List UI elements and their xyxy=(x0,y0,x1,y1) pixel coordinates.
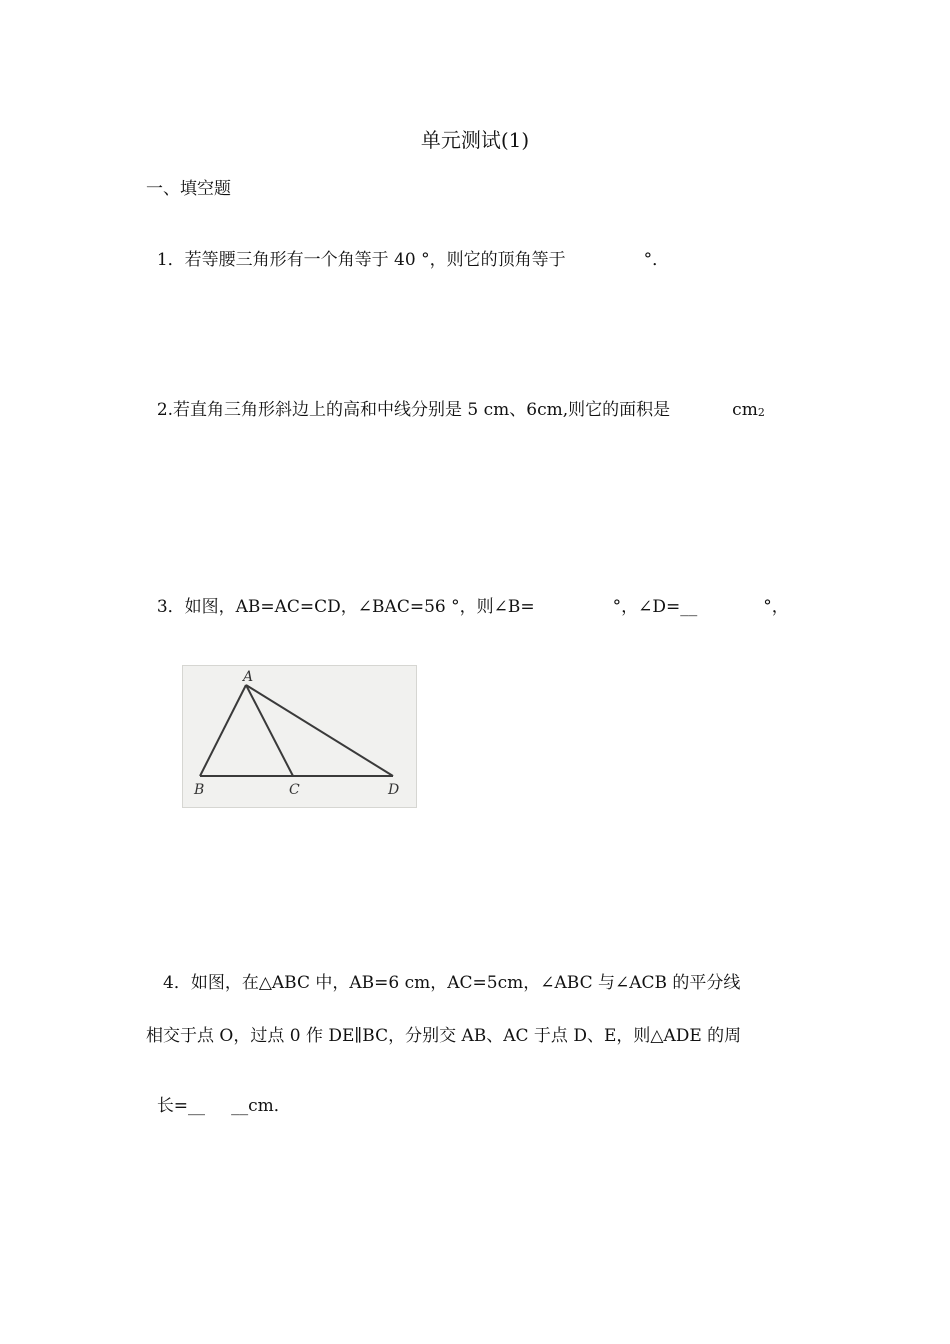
question-2-unit: cm xyxy=(732,400,758,420)
label-d: D xyxy=(388,782,400,798)
segment-ad xyxy=(246,685,393,776)
question-3-text: 3．如图，AB=AC=CD，∠BAC=56 °，则∠B= xyxy=(156,597,535,617)
question-1 xyxy=(146,227,669,271)
segment-ab xyxy=(200,685,246,776)
label-c: C xyxy=(289,782,300,798)
label-a: A xyxy=(243,669,254,685)
triangle-diagram xyxy=(183,666,416,807)
question-4-line-2: 相交于点 O，过点 0 作 DE∥BC，分别交 AB、AC 于点 D、E，则△ADE 的周 xyxy=(146,1026,742,1046)
label-b: B xyxy=(194,782,205,798)
question-4-line-3-end: __cm． xyxy=(231,1096,291,1116)
question-4-line-3 xyxy=(146,1073,291,1117)
question-3 xyxy=(146,574,789,618)
triangle-figure xyxy=(182,665,417,808)
question-3-end: °， xyxy=(763,597,789,617)
question-2-unit-exponent: 2 xyxy=(757,406,765,419)
question-4-line-1: 4．如图，在△ABC 中，AB=6 cm，AC=5cm，∠ABC 与∠ACB 的平分线 xyxy=(163,973,741,993)
question-1-end: °． xyxy=(643,250,670,270)
question-2-text: 2.若直角三角形斜边上的高和中线分别是 5 cm、6cm,则它的面积是 xyxy=(156,400,671,420)
question-3-mid: °，∠D=__ xyxy=(612,597,698,617)
question-2 xyxy=(146,377,765,424)
question-1-text: 1．若等腰三角形有一个角等于 40 °，则它的顶角等于 xyxy=(156,250,566,270)
section-heading: 一、填空题 xyxy=(146,179,231,199)
question-4-line-3-start: 长=__ xyxy=(156,1096,206,1116)
page-title: 单元测试(1) xyxy=(420,128,530,152)
